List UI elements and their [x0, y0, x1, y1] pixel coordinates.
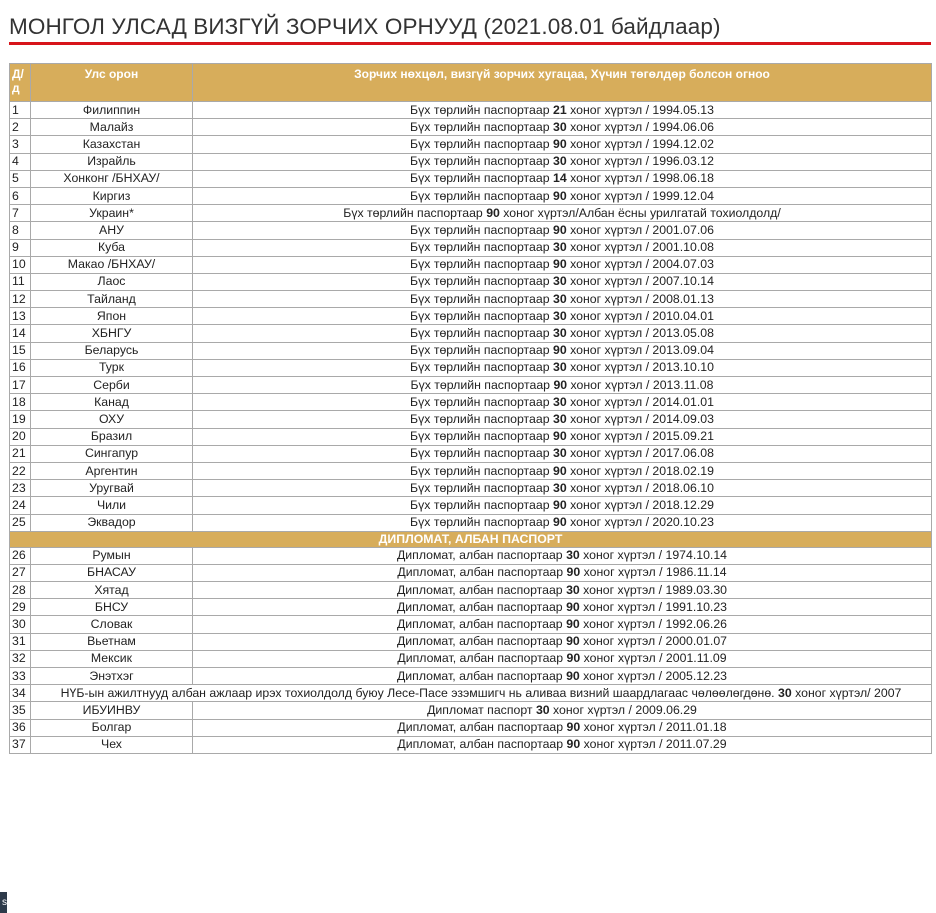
row-conditions: [193, 702, 932, 719]
row-number: 27: [10, 564, 31, 581]
row-conditions: [193, 616, 932, 633]
conditions-date: хоног хүртэл / 2013.09.04: [566, 343, 714, 358]
page-title: МОНГОЛ УЛСАД ВИЗГҮЙ ЗОРЧИХ ОРНУУД (2021.08.01 байдлаар): [9, 14, 721, 39]
stay-days: 90: [552, 222, 567, 237]
stay-days: 30: [566, 582, 580, 597]
row-number: 5: [10, 170, 31, 187]
stay-days: 21: [552, 102, 567, 117]
row-number: 14: [10, 325, 31, 342]
row-number: 2: [10, 119, 31, 136]
stay-days: 30: [552, 240, 567, 255]
stay-days: 90: [566, 599, 580, 614]
stay-days: 90: [486, 205, 500, 220]
row-conditions: [193, 564, 932, 581]
conditions-text: Дипломат, албан паспортаар: [396, 617, 567, 632]
table-row: [10, 136, 932, 153]
row-country: ОХУ: [31, 411, 193, 428]
row-number: 16: [10, 359, 31, 376]
table-row: [10, 547, 932, 564]
conditions-text: Бүх төрлийн паспортаар: [410, 480, 553, 495]
conditions-date: хоног хүртэл / 2009.06.29: [549, 702, 697, 717]
table-row: [10, 273, 932, 290]
conditions-text: Дипломат, албан паспортаар: [396, 634, 567, 649]
row-number: 4: [10, 153, 31, 170]
row-conditions: [193, 359, 932, 376]
conditions-text: Дипломат, албан паспортаар: [396, 548, 567, 563]
table-row: [10, 480, 932, 497]
conditions-text: Бүх төрлийн паспортаар: [410, 188, 553, 203]
stay-days: 90: [552, 257, 567, 272]
row-country: Украин*: [31, 205, 193, 222]
conditions-date: хоног хүртэл / 2005.12.23: [579, 668, 728, 683]
header-country: Улс орон: [31, 64, 193, 102]
table-row: [10, 685, 932, 702]
stay-days: 90: [552, 463, 567, 478]
stay-days: 30: [552, 119, 567, 134]
row-conditions: [193, 411, 932, 428]
row-conditions: [193, 428, 932, 445]
row-conditions: [193, 736, 932, 753]
table-row: [10, 394, 932, 411]
conditions-date: хоног хүртэл / 1994.12.02: [566, 136, 714, 151]
conditions-date: хоног хүртэл / 2013.10.10: [566, 360, 714, 375]
conditions-text: Бүх төрлийн паспортаар: [410, 274, 553, 289]
row-number: 30: [10, 616, 31, 633]
conditions-text: Бүх төрлийн паспортаар: [410, 394, 553, 409]
conditions-text: Дипломат, албан паспортаар: [397, 737, 567, 752]
conditions-text: Бүх төрлийн паспортаар: [410, 446, 553, 461]
conditions-date: хоног хүртэл/Албан ёсны урилгатай тохиолдолд/: [499, 205, 781, 220]
row-conditions: [193, 377, 932, 394]
row-conditions: [193, 187, 932, 204]
conditions-date: хоног хүртэл / 1992.06.26: [579, 617, 728, 632]
row-number: 31: [10, 633, 31, 650]
row-conditions: [193, 325, 932, 342]
row-conditions: [193, 170, 932, 187]
row-country: Макао /БНХАУ/: [31, 256, 193, 273]
row-conditions: [193, 394, 932, 411]
table-row: [10, 342, 932, 359]
table-row: [10, 153, 932, 170]
table-row: [10, 599, 932, 616]
conditions-text: Бүх төрлийн паспортаар: [343, 205, 487, 220]
row-country: Серби: [31, 377, 193, 394]
row-conditions: [193, 222, 932, 239]
conditions-text: Бүх төрлийн паспортаар: [410, 377, 554, 392]
row-number: 21: [10, 445, 31, 462]
row-country: БНАСАУ: [31, 564, 193, 581]
table-row: [10, 736, 932, 753]
row-country: Словак: [31, 616, 193, 633]
row-number: 1: [10, 102, 31, 119]
row-country: Тайланд: [31, 291, 193, 308]
header-conditions: Зорчих нөхцөл, визгүй зорчих хугацаа, Хүчин төгөлдөр болсон огноо: [193, 64, 932, 102]
row-country: Малайз: [31, 119, 193, 136]
table-row: [10, 616, 932, 633]
row-conditions: [193, 514, 932, 531]
row-country: Филиппин: [31, 102, 193, 119]
row-number: 26: [10, 547, 31, 564]
table-row: [10, 582, 932, 599]
table-row: [10, 462, 932, 479]
stay-days: 90: [552, 429, 567, 444]
stay-days: 30: [552, 480, 567, 495]
conditions-text: Дипломат, албан паспортаар: [397, 720, 567, 735]
row-number: 3: [10, 136, 31, 153]
table-row: [10, 102, 932, 119]
row-country: Чили: [31, 497, 193, 514]
row-number: 37: [10, 736, 31, 753]
conditions-text: Бүх төрлийн паспортаар: [410, 463, 553, 478]
stay-days: 90: [566, 634, 580, 649]
conditions-date: хоног хүртэл / 2001.11.09: [580, 651, 727, 666]
conditions-date: хоног хүртэл / 2007.10.14: [566, 274, 714, 289]
row-conditions: [193, 153, 932, 170]
conditions-text: Бүх төрлийн паспортаар: [410, 154, 553, 169]
row-conditions: [193, 256, 932, 273]
stay-days: 30: [778, 686, 792, 701]
row-number: 15: [10, 342, 31, 359]
row-country: Япон: [31, 308, 193, 325]
row-conditions: [193, 462, 932, 479]
row-country: Израйль: [31, 153, 193, 170]
stay-days: 14: [552, 171, 567, 186]
row-number: 36: [10, 719, 31, 736]
conditions-date: хоног хүртэл / 1999.12.04: [566, 188, 714, 203]
row-conditions: [193, 650, 932, 667]
row-conditions: [193, 497, 932, 514]
row-country: Мексик: [31, 650, 193, 667]
row-number: 23: [10, 480, 31, 497]
row-conditions: [193, 719, 932, 736]
row-number: 19: [10, 411, 31, 428]
stay-days: 90: [566, 737, 581, 752]
row-country: Казахстан: [31, 136, 193, 153]
conditions-date: хоног хүртэл / 1991.10.23: [579, 599, 728, 614]
conditions-date: хоног хүртэл/ 2007: [791, 686, 902, 701]
row-number: 13: [10, 308, 31, 325]
row-conditions: [193, 273, 932, 290]
row-conditions: [193, 291, 932, 308]
conditions-date: хоног хүртэл / 1994.06.06: [566, 119, 714, 134]
conditions-date: хоног хүртэл / 2010.04.01: [566, 308, 714, 323]
visa-free-table: [9, 63, 932, 754]
row-country: ИБУИНВУ: [31, 702, 193, 719]
row-conditions: [193, 308, 932, 325]
table-row: [10, 411, 932, 428]
section-divider: [10, 531, 932, 547]
conditions-text: Бүх төрлийн паспортаар: [410, 222, 553, 237]
stay-days: 90: [566, 651, 581, 666]
conditions-date: хоног хүртэл / 1998.06.18: [566, 171, 714, 186]
row-number: 22: [10, 462, 31, 479]
stay-days: 30: [552, 394, 567, 409]
table-row: [10, 325, 932, 342]
diplomatic-passport-rows: [10, 547, 932, 753]
row-conditions: [193, 239, 932, 256]
row-conditions: [193, 633, 932, 650]
row-number: 8: [10, 222, 31, 239]
row-number: 6: [10, 187, 31, 204]
row-number: 10: [10, 256, 31, 273]
row-number: 20: [10, 428, 31, 445]
conditions-text: Бүх төрлийн паспортаар: [410, 291, 553, 306]
row-country: Эквадор: [31, 514, 193, 531]
conditions-date: хоног хүртэл / 1989.03.30: [579, 582, 728, 597]
stay-days: 30: [535, 702, 550, 717]
title-underline: [9, 42, 931, 45]
table-row: [10, 256, 932, 273]
conditions-text: Бүх төрлийн паспортаар: [410, 240, 553, 255]
row-number: 34: [10, 685, 31, 702]
row-country: Лаос: [31, 273, 193, 290]
row-conditions: [193, 445, 932, 462]
row-number: 28: [10, 582, 31, 599]
table-row: [10, 377, 932, 394]
conditions-text: НҮБ-ын ажилтнууд албан ажлаар ирэх тохиолдолд буюу Лесе-Пасе эзэмшигч нь аливаа визний шаардлагаас чөлөөлөгдөнө.: [60, 686, 779, 701]
stay-days: 90: [552, 188, 567, 203]
table-row: [10, 119, 932, 136]
table-row: [10, 239, 932, 256]
row-conditions: [193, 599, 932, 616]
row-conditions: [193, 547, 932, 564]
conditions-date: хоног хүртэл / 2011.07.29: [580, 737, 727, 752]
table-row: [10, 205, 932, 222]
row-country: АНУ: [31, 222, 193, 239]
conditions-text: Бүх төрлийн паспортаар: [410, 136, 553, 151]
conditions-text: Дипломат паспорт: [427, 702, 536, 717]
conditions-text: Бүх төрлийн паспортаар: [410, 102, 553, 117]
row-country: Хонконг /БНХАУ/: [31, 170, 193, 187]
table-row: [10, 222, 932, 239]
table-row: [10, 702, 932, 719]
row-country: Хятад: [31, 582, 193, 599]
row-country: Болгар: [31, 719, 193, 736]
row-country: Бразил: [31, 428, 193, 445]
conditions-text: Бүх төрлийн паспортаар: [410, 326, 553, 341]
conditions-date: хоног хүртэл / 2001.10.08: [566, 240, 714, 255]
conditions-text: Бүх төрлийн паспортаар: [410, 308, 553, 323]
row-country: Беларусь: [31, 342, 193, 359]
row-country: Румын: [31, 547, 193, 564]
conditions-text: Бүх төрлийн паспортаар: [410, 411, 553, 426]
row-number: 9: [10, 239, 31, 256]
conditions-date: хоног хүртэл / 2004.07.03: [566, 257, 714, 272]
table-header-row: [10, 64, 932, 102]
conditions-date: хоног хүртэл / 1996.03.12: [566, 154, 714, 169]
stay-days: 30: [552, 411, 567, 426]
conditions-date: хоног хүртэл / 2001.07.06: [566, 222, 714, 237]
row-country: Турк: [31, 359, 193, 376]
conditions-text: Бүх төрлийн паспортаар: [410, 429, 553, 444]
section-label: ДИПЛОМАТ, АЛБАН ПАСПОРТ: [10, 531, 932, 547]
stay-days: 90: [552, 343, 567, 358]
conditions-date: хоног хүртэл / 2017.06.08: [566, 446, 714, 461]
table-row: [10, 514, 932, 531]
conditions-date: хоног хүртэл / 2018.12.29: [566, 497, 714, 512]
row-number: 7: [10, 205, 31, 222]
table-row: [10, 497, 932, 514]
conditions-text: Бүх төрлийн паспортаар: [410, 171, 553, 186]
table-row: [10, 564, 932, 581]
table-row: [10, 308, 932, 325]
row-conditions: [193, 342, 932, 359]
row-country: Аргентин: [31, 462, 193, 479]
stay-days: 30: [552, 308, 567, 323]
row-country: Куба: [31, 239, 193, 256]
row-number: 24: [10, 497, 31, 514]
row-number: 29: [10, 599, 31, 616]
table-row: [10, 445, 932, 462]
row-conditions: [193, 102, 932, 119]
table-row: [10, 291, 932, 308]
stay-days: 30: [552, 154, 567, 169]
conditions-date: хоног хүртэл / 2018.02.19: [566, 463, 714, 478]
table-row: [10, 428, 932, 445]
stay-days: 90: [552, 497, 567, 512]
conditions-date: хоног хүртэл / 2018.06.10: [566, 480, 714, 495]
conditions-date: хоног хүртэл / 2013.05.08: [566, 326, 714, 341]
stay-days: 90: [566, 565, 581, 580]
conditions-date: хоног хүртэл / 2013.11.08: [567, 377, 714, 392]
stay-days: 30: [552, 274, 567, 289]
conditions-date: хоног хүртэл / 1974.10.14: [579, 548, 728, 563]
table-row: [10, 359, 932, 376]
conditions-date: хоног хүртэл / 2014.09.03: [566, 411, 714, 426]
stay-days: 90: [552, 515, 567, 530]
conditions-date: хоног хүртэл / 2015.09.21: [566, 429, 714, 444]
conditions-date: хоног хүртэл / 2000.01.07: [579, 634, 728, 649]
stay-days: 30: [566, 548, 580, 563]
conditions-text: Дипломат, албан паспортаар: [396, 668, 567, 683]
row-country: ХБНГУ: [31, 325, 193, 342]
table-row: [10, 719, 932, 736]
conditions-text: Дипломат, албан паспортаар: [397, 651, 567, 666]
row-country: БНСУ: [31, 599, 193, 616]
row-conditions: [31, 685, 932, 702]
conditions-text: Бүх төрлийн паспортаар: [410, 360, 553, 375]
row-number: 17: [10, 377, 31, 394]
row-country: Вьетнам: [31, 633, 193, 650]
table-row: [10, 187, 932, 204]
row-conditions: [193, 480, 932, 497]
conditions-date: хоног хүртэл / 2014.01.01: [566, 394, 714, 409]
stay-days: 90: [552, 136, 567, 151]
row-conditions: [193, 668, 932, 685]
row-country: Энэтхэг: [31, 668, 193, 685]
corner-tab[interactable]: s: [0, 892, 7, 913]
row-number: 11: [10, 273, 31, 290]
conditions-date: хоног хүртэл / 2020.10.23: [566, 515, 714, 530]
conditions-text: Бүх төрлийн паспортаар: [410, 343, 553, 358]
row-conditions: [193, 119, 932, 136]
row-number: 25: [10, 514, 31, 531]
row-number: 35: [10, 702, 31, 719]
row-country: Сингапур: [31, 445, 193, 462]
conditions-text: Дипломат, албан паспортаар: [396, 599, 567, 614]
stay-days: 90: [566, 668, 580, 683]
row-country: Уругвай: [31, 480, 193, 497]
conditions-text: Бүх төрлийн паспортаар: [410, 515, 553, 530]
row-number: 18: [10, 394, 31, 411]
row-conditions: [193, 205, 932, 222]
row-number: 33: [10, 668, 31, 685]
conditions-date: хоног хүртэл / 1986.11.14: [580, 565, 727, 580]
conditions-date: хоног хүртэл / 2011.01.18: [580, 720, 727, 735]
stay-days: 30: [552, 291, 567, 306]
row-country: Киргиз: [31, 187, 193, 204]
table-row: [10, 170, 932, 187]
stay-days: 30: [552, 446, 567, 461]
conditions-date: хоног хүртэл / 1994.05.13: [566, 102, 714, 117]
row-conditions: [193, 582, 932, 599]
conditions-text: Бүх төрлийн паспортаар: [410, 257, 553, 272]
row-conditions: [193, 136, 932, 153]
row-country: Чех: [31, 736, 193, 753]
conditions-text: Дипломат, албан паспортаар: [396, 582, 567, 597]
section-row: [10, 531, 932, 547]
header-number: Д/д: [10, 64, 31, 102]
row-country: Канад: [31, 394, 193, 411]
table-row: [10, 668, 932, 685]
general-passport-rows: [10, 102, 932, 532]
row-number: 32: [10, 650, 31, 667]
stay-days: 30: [552, 326, 567, 341]
conditions-text: Бүх төрлийн паспортаар: [410, 497, 553, 512]
stay-days: 90: [553, 377, 568, 392]
conditions-text: Бүх төрлийн паспортаар: [410, 119, 553, 134]
row-number: 12: [10, 291, 31, 308]
stay-days: 90: [566, 720, 581, 735]
conditions-date: хоног хүртэл / 2008.01.13: [566, 291, 714, 306]
table-row: [10, 650, 932, 667]
stay-days: 30: [552, 360, 567, 375]
conditions-text: Дипломат, албан паспортаар: [397, 565, 567, 580]
stay-days: 90: [566, 617, 580, 632]
table-row: [10, 633, 932, 650]
